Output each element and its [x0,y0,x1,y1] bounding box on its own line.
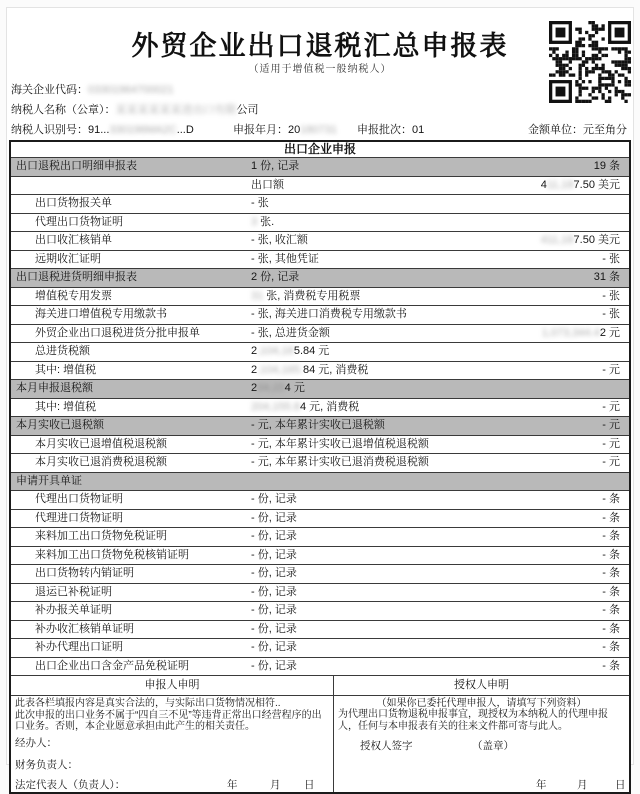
row-mid-value: - 份, 记录 [251,604,297,616]
row-right-value: 31 条 [593,271,620,283]
row-mid-value: - 份, 记录 [251,548,297,561]
row-label: 其中: 增值税 [35,363,97,376]
row-mid-value: 出口额 [251,178,284,191]
customs-code-label: 海关企业代码：03301964700021 [11,84,174,96]
row-mid-value: 31 张, 消费税专用税票 [251,289,361,302]
document-sheet [6,7,634,791]
row-label: 出口企业申报 [283,142,356,156]
row-label: 代理进口货物证明 [35,511,123,524]
table-row [11,583,629,602]
table-row [11,305,629,324]
redacted-value: ,104,16 [257,345,294,357]
row-label: 补办代理出口证明 [35,641,123,653]
table-row [11,176,629,195]
row-right-value: 19 条 [593,160,620,172]
declare-period: 申报年月：20180731 [233,124,337,136]
redacted-value: 1,073,344.4 [541,326,600,339]
statement-body [11,695,629,792]
row-right-value: - 条 [602,511,620,524]
row-mid-value: - 份, 记录 [251,659,297,672]
table-row [11,601,629,620]
row-label: 外贸企业出口退税进货分批申报单 [35,326,200,339]
row-label: 补办报关单证明 [35,604,112,616]
declarant-statement-text: 此表各栏填报内容是真实合法的，与实际出口货物情况相符.. 此次申报的出口业务不属于“四自三不见”等违背正常出口经营程序的出口业务。否则，本企业愿意承担由此产生的相关责任。 [15,698,322,732]
row-mid-value: 2,104,165.84 元, 消费税 [251,363,369,376]
year-label: 年 [227,779,238,791]
table-rows [11,142,629,675]
row-mid-value: - 元, 本年累计实收已退税额 [251,419,385,431]
row-label: 申请开具单证 [16,474,82,487]
table-row [11,268,629,287]
table-row [11,379,629,398]
row-mid-value: - 张, 收汇额 [251,234,308,246]
row-mid-value: 2 份, 记录 [251,271,300,283]
month-label: 月 [270,779,281,791]
redacted-value: 204,155.8 [251,400,300,413]
declare-batch: 申报批次：01 [357,124,425,136]
table-row [11,490,629,509]
table-row [11,620,629,639]
row-label: 补办收汇核销单证明 [35,622,134,635]
row-mid-value: 3 张. [251,215,275,228]
row-label: 退运已补税证明 [35,585,112,598]
row-right-value: - 张 [602,289,620,302]
customs-code-line [11,81,629,95]
row-mid-value: 204,154 元 [251,382,305,394]
row-right-value: - 条 [602,567,620,579]
row-right-value: - 条 [602,604,620,616]
row-mid-value: 2,104,165.84 元 [251,345,330,357]
row-label: 本月实收已退消费税退税额 [35,456,167,468]
row-right-value: 411,187.50 美元 [540,234,620,246]
row-right-value: - 条 [602,530,620,542]
table-row [11,564,629,583]
row-right-value: - 条 [602,585,620,598]
row-label: 出口企业出口含金产品免税证明 [35,659,189,672]
row-label: 本月申报退税额 [16,382,93,394]
authorizer-hint: （如果你已委托代理申报人，请填写下列资料） [376,698,587,709]
table-row [11,546,629,565]
row-right-value: - 张 [602,308,620,320]
table-row [11,435,629,454]
row-label: 远期收汇证明 [35,252,101,265]
row-right-value: - 元 [602,437,620,450]
row-right-value: - 张 [602,252,620,265]
month-label: 月 [577,779,588,791]
authorizer-statement-title: 授权人申明 [454,679,509,691]
row-mid-value: - 份, 记录 [251,585,297,598]
page-title: 外贸企业出口退税汇总申报表 [131,31,509,61]
table-row [11,231,629,250]
table-row [11,638,629,657]
legal-representative-label: 法定代表人（负责人）： [15,779,126,791]
redacted-value: 04,15 [257,382,285,394]
row-mid-value: - 张, 海关进口消费税专用缴款书 [251,308,407,320]
taxpayer-name-label: 纳税人名称（公章）：某某某某某某进出口有限公司 [11,104,259,116]
redacted-value: 31 [251,289,264,302]
table-section-title-row [11,142,629,157]
row-right-value: - 条 [602,548,620,561]
table-row [11,157,629,176]
table-row [11,416,629,435]
declarant-statement-cell [11,696,334,792]
row-label: 来料加工出口货物免税核销证明 [35,548,189,561]
row-right-value: - 元 [602,363,620,376]
table-row [11,287,629,306]
table-row [11,324,629,343]
row-label: 出口收汇核销单 [35,234,112,246]
table-row [11,527,629,546]
operator-label: 经办人： [15,737,57,749]
row-mid-value: - 份, 记录 [251,493,297,505]
table-row [11,453,629,472]
row-mid-value: - 份, 记录 [251,530,297,542]
row-mid-value: - 份, 记录 [251,641,297,653]
taxpayer-id: 纳税人识别号：91...330196MA2C...D [11,124,194,136]
row-label: 代理出口货物证明 [35,493,123,505]
row-label: 出口退税出口明细申报表 [16,160,137,172]
row-mid-value: - 张, 其他凭证 [251,252,319,265]
declaration-table [9,140,631,794]
customs-code-redacted: 03301964700021 [88,84,174,96]
row-label: 出口货物报关单 [35,197,112,209]
table-row [11,194,629,213]
redacted-value: ,104,165. [257,363,303,376]
authorizer-statement-cell [334,696,629,792]
table-row [11,361,629,380]
row-label: 本月实收已退税额 [16,419,104,431]
row-label: 来料加工出口货物免税证明 [35,530,167,542]
day-label: 日 [304,779,315,791]
declarant-statement-title: 申报人申明 [11,676,334,695]
row-right-value: - 条 [602,493,620,505]
day-label: 日 [615,779,626,791]
row-right-value: 1,073,344.42 元 [541,326,620,339]
row-mid-value: - 份, 记录 [251,567,297,579]
row-mid-value: - 元, 本年累计实收已退增值税退税额 [251,437,429,450]
year-label: 年 [536,779,547,791]
row-mid-value: 1 份, 记录 [251,160,300,172]
table-row [11,398,629,417]
taxpayer-name-redacted: 某某某某某某进出口有限 [115,104,237,116]
period-redacted: 180731 [300,124,337,136]
row-label: 本月实收已退增值税退税额 [35,437,167,450]
row-mid-value: - 张 [251,197,269,209]
taxpayer-name-line [11,101,629,115]
row-right-value: - 元 [602,456,620,468]
authorizer-statement-text: 为代理出口货物退税申报事宜，现授权为本纳税人的代理申报人，任何与本申报表有关的往来文件都可寄与此人。 [338,709,608,732]
page-subtitle: （适用于增值税一般纳税人） [248,64,392,75]
amount-unit: 金额单位：元至角分 [528,124,627,136]
redacted-value: 11,18 [546,178,574,191]
row-mid-value: - 份, 记录 [251,511,297,524]
row-right-value: - 条 [602,622,620,635]
table-row [11,213,629,232]
redacted-value: 411,18 [540,234,574,246]
seal-label: （盖章） [472,740,514,752]
row-label: 代理出口货物证明 [35,215,123,228]
row-label: 出口货物转内销证明 [35,567,134,579]
row-label: 总进货税额 [35,345,90,357]
table-row [11,657,629,676]
table-row [11,509,629,528]
row-right-value: - 条 [602,659,620,672]
row-mid-value: 204,155.84 元, 消费税 [251,400,360,413]
row-right-value: - 元 [602,400,620,413]
row-mid-value: - 张, 总进货金额 [251,326,330,339]
row-label: 海关进口增值税专用缴款书 [35,308,167,320]
statement-header-row [11,675,629,695]
row-label: 增值税专用发票 [35,289,112,302]
row-label: 出口退税进货明细申报表 [16,271,137,283]
taxpayer-id-redacted: 330196MA2C [109,124,177,136]
row-right-value: - 元 [602,419,620,431]
table-row [11,342,629,361]
row-mid-value: - 元, 本年累计实收已退消费税退税额 [251,456,429,468]
authorizer-sign-label: 授权人签字 [360,740,413,752]
finance-officer-label: 财务负责人： [15,759,78,771]
redacted-value: 3 [251,215,258,228]
table-row [11,250,629,269]
taxpayer-id-line [11,121,629,135]
table-row [11,472,629,491]
row-right-value: 411,187.50 美元 [540,178,620,191]
row-mid-value: - 份, 记录 [251,622,297,635]
row-right-value: - 条 [602,641,620,653]
row-label: 其中: 增值税 [35,400,97,413]
